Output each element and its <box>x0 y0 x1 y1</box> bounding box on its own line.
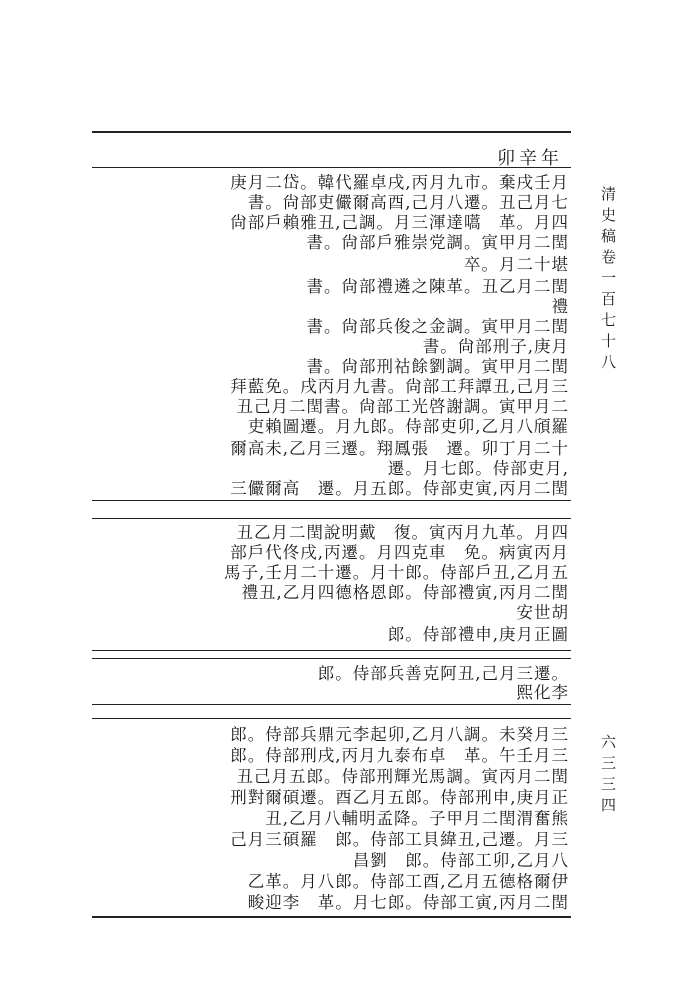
table-row: 刑對爾碩遷。酉乙月五郎。侍部刑申,庚月正 <box>230 788 569 807</box>
table-row: 卒。月二十堪 <box>464 255 569 274</box>
table-row: 吏賴圖遷。月九郎。侍部吏卯,乙月八頎羅 <box>247 417 569 436</box>
block-4-start-rule <box>92 718 571 719</box>
table-row: 拜藍免。戌丙月九書。尙部工拜譚丑,己月三 <box>230 377 569 396</box>
table-row: 書。尙部吏儼爾高酉,己月八遷。丑己月七 <box>247 193 569 212</box>
table-row: 庚月二岱。韓代羅卓戌,丙月九市。棄戌壬月 <box>230 173 569 192</box>
table-row: 禮 <box>551 297 569 316</box>
table-row: 郎。侍部兵鼎元李起卯,乙月八調。未癸月三 <box>230 725 569 744</box>
table-row: 昌劉 郎。侍部工卯,乙月八 <box>352 851 569 870</box>
table-row: 書。尙部戶雅崇党調。寅甲月二閏 <box>306 233 569 252</box>
block-3-end-rule <box>92 704 571 705</box>
table-row: 部戶代佟戌,丙遷。月四克車 免。病寅丙月 <box>230 543 569 562</box>
table-row: 遷。月七郎。侍部吏月, <box>387 459 569 478</box>
table-row: 丑己月二閏書。尙部工光啓謝調。寅甲月二 <box>236 397 569 416</box>
table-row: 丑,乙月八輔明孟降。子甲月二閏渭奮熊 <box>265 809 569 828</box>
year-label: 卯辛年 <box>497 148 563 169</box>
chapter-title: 清史稿卷一百七十八 <box>599 186 617 375</box>
table-row: 郎。侍部兵善克阿丑,己月三遷。 <box>317 664 569 683</box>
table-row: 丑乙月二閏說明戴 復。寅丙月九革。月四 <box>236 523 569 542</box>
table-row: 馬子,壬月二十遷。月十郎。侍部戶丑,乙月五 <box>224 563 569 582</box>
table-row: 三儼爾高 遷。月五郎。侍部吏寅,丙月二閏 <box>230 479 569 498</box>
table-row: 書。尙部刑祜餘劉調。寅甲月二閏 <box>306 357 569 376</box>
table-row: 郎。侍部禮申,庚月正圖 <box>387 625 569 644</box>
table-row: 書。尙部兵俊之金調。寅甲月二閏 <box>306 317 569 336</box>
table-row: 己月三碩羅 郎。侍部工貝緯丑,己遷。月三 <box>230 830 569 849</box>
table-row: 熙化李 <box>516 683 569 702</box>
block-3-start-rule <box>92 658 571 659</box>
top-rule <box>92 131 571 133</box>
table-row: 畯迎李 革。月七郎。侍部工寅,丙月二閏 <box>247 893 569 912</box>
table-row: 爾高未,乙月三遷。翔鳳張 遷。卯丁月二十 <box>230 439 569 458</box>
table-row: 書。尙部禮遴之陳革。丑乙月二閏 <box>306 277 569 296</box>
table-row: 禮丑,乙月四德格恩郎。侍部禮寅,丙月二閏 <box>241 583 569 602</box>
table-row: 郎。侍部刑戌,丙月九泰布卓 革。午壬月三 <box>230 746 569 765</box>
bottom-rule <box>92 916 571 918</box>
table-row: 乙革。月八郎。侍部工酉,乙月五德格爾伊 <box>247 872 569 891</box>
block-2-end-rule <box>92 650 571 651</box>
table-row: 尙部戶賴雅丑,己調。月三渾達嚆 革。月四 <box>230 213 569 232</box>
table-row: 丑己月五郎。侍部刑輝光馬調。寅丙月二閏 <box>236 767 569 786</box>
table-row: 書。尙部刑子,庚月 <box>422 337 569 356</box>
block-2-start-rule <box>92 518 571 519</box>
table-row: 安世胡 <box>516 603 569 622</box>
page-number: 六三三四 <box>599 734 617 818</box>
